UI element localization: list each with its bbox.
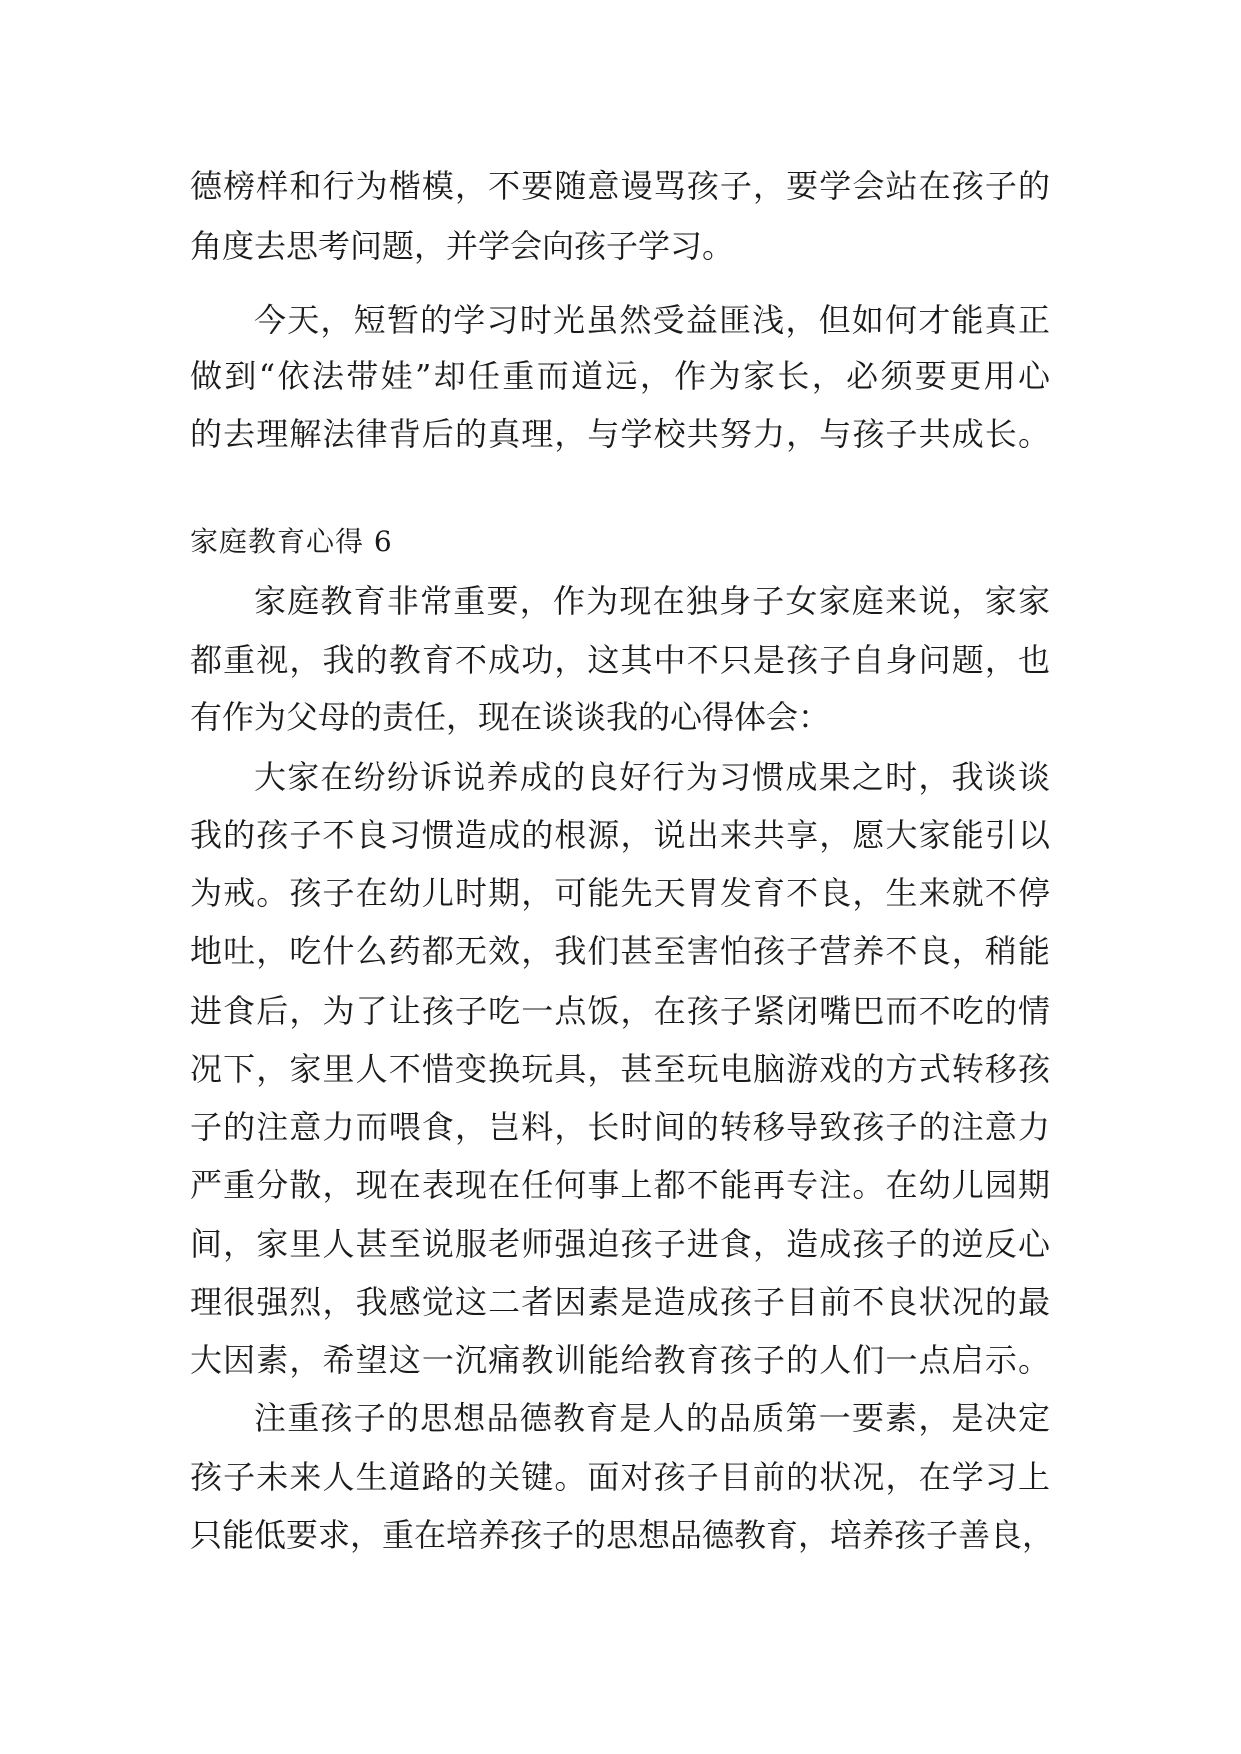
paragraph-line: 今天，短暂的学习时光虽然受益匪浅，但如何才能真正	[254, 301, 1050, 339]
paragraph-line: 德榜样和行为楷模，不要随意谩骂孩子，要学会站在孩子的	[190, 167, 1050, 205]
paragraph-line: 况下，家里人不惜变换玩具，甚至玩电脑游戏的方式转移孩	[190, 1050, 1050, 1088]
paragraph-line: 间，家里人甚至说服老师强迫孩子进食，造成孩子的逆反心	[190, 1225, 1050, 1263]
paragraph-line: 角度去思考问题，并学会向孩子学习。	[190, 227, 735, 265]
paragraph-line: 严重分散，现在表现在任何事上都不能再专注。在幼儿园期	[190, 1166, 1050, 1204]
section-heading: 家庭教育心得 6	[190, 525, 393, 558]
paragraph-line: 孩子未来人生道路的关键。面对孩子目前的状况，在学习上	[190, 1458, 1050, 1496]
paragraph-line: 子的注意力而喂食，岂料，长时间的转移导致孩子的注意力	[190, 1108, 1050, 1146]
paragraph-line: 地吐，吃什么药都无效，我们甚至害怕孩子营养不良，稍能	[190, 932, 1050, 970]
paragraph-line: 的去理解法律背后的真理，与学校共努力，与孩子共成长。	[190, 415, 1050, 453]
paragraph-line: 大因素，希望这一沉痛教训能给教育孩子的人们一点启示。	[190, 1341, 1050, 1379]
paragraph-line: 做到“依法带娃”却任重而道远，作为家长，必须要更用心	[190, 357, 1050, 395]
paragraph-line: 理很强烈，我感觉这二者因素是造成孩子目前不良状况的最	[190, 1283, 1050, 1321]
paragraph-line: 进食后，为了让孩子吃一点饭，在孩子紧闭嘴巴而不吃的情	[190, 992, 1050, 1030]
paragraph-line: 注重孩子的思想品德教育是人的品质第一要素，是决定	[254, 1399, 1050, 1437]
paragraph-line: 家庭教育非常重要，作为现在独身子女家庭来说，家家	[254, 582, 1050, 620]
paragraph-line: 都重视，我的教育不成功，这其中不只是孩子自身问题，也	[190, 641, 1050, 679]
paragraph-line: 有作为父母的责任，现在谈谈我的心得体会：	[190, 698, 831, 736]
paragraph-line: 为戒。孩子在幼儿时期，可能先天胃发育不良，生来就不停	[190, 874, 1050, 912]
paragraph-line: 我的孩子不良习惯造成的根源，说出来共享，愿大家能引以	[190, 816, 1050, 854]
paragraph-line: 只能低要求，重在培养孩子的思想品德教育，培养孩子善良，	[190, 1516, 1055, 1554]
paragraph-line: 大家在纷纷诉说养成的良好行为习惯成果之时，我谈谈	[254, 758, 1050, 796]
